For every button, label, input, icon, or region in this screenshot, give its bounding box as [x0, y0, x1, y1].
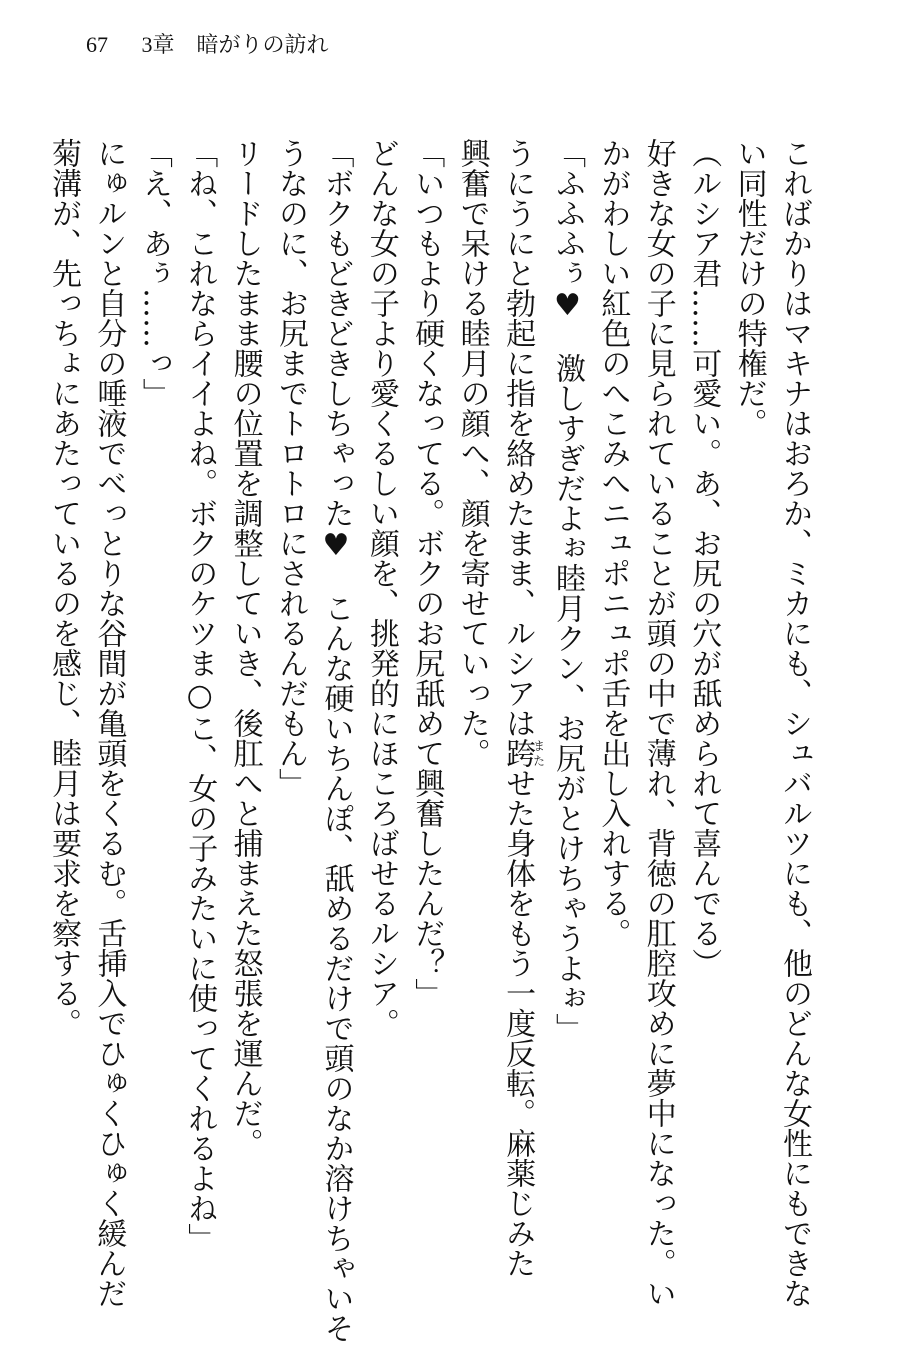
text-line: 菊溝が、先っちょにあたっているのを感じ、睦月は要求を察する。: [46, 138, 81, 1038]
vertical-text-body: [41, 138, 817, 1343]
ruby-base: 跨: [500, 738, 536, 768]
ruby-annotation: [500, 738, 546, 768]
text-segment: うにうにと勃起に指を絡めたまま、ルシアは: [500, 138, 536, 738]
text-line: かがわしい紅色のへこみへニュポニュポ舌を出し入れする。: [595, 138, 631, 948]
text-line: （ルシア君……可愛い。あ、お尻の穴が舐められて喜んでる）: [686, 138, 722, 978]
text-line: 「え、あぅ……っ」: [136, 138, 172, 408]
text-line: こればかりはマキナはおろか、ミカにも、シュバルツにも、他のどんな女性にもできな: [777, 138, 812, 1308]
chapter-title: 3章 暗がりの訪れ: [141, 32, 329, 57]
text-line: 興奮で呆ける睦月の顔へ、顔を寄せていった。: [454, 138, 490, 768]
text-line: い同性だけの特権だ。: [731, 138, 767, 438]
text-segment: せた身体をもう一度反転。麻薬じみた: [500, 768, 536, 1278]
text-line-with-ruby: [495, 138, 545, 1278]
text-line: 好きな女の子に見られていることが頭の中で薄れ、背徳の肛腔攻めに夢中になった。い: [640, 138, 676, 1308]
text-line: 「ボクもどきどきしちゃった♥ こんな硬いちんぽ、舐めるだけで頭のなか溶けちゃいそ: [318, 138, 354, 1343]
text-line: 「ね、これならイイよね。ボクのケツま○こ、女の子みたいに使ってくれるよね」: [182, 138, 218, 1253]
page-number: 67: [86, 32, 108, 57]
page-header: [86, 28, 329, 59]
text-line: どんな女の子より愛くるしい顔を、挑発的にほころばせるルシア。: [363, 138, 399, 1038]
text-line: にゅルンと自分の唾液でべっとりな谷間が亀頭をくるむ。舌挿入でひゅくひゅく緩んだ: [91, 138, 127, 1308]
text-line: リードしたまま腰の位置を調整していき、後肛へと捕まえた怒張を運んだ。: [227, 138, 263, 1158]
text-line: 「ふふふぅ♥ 激しすぎだよぉ睦月クン、お尻がとけちゃうよぉ」: [549, 138, 585, 1043]
text-line: 「いつもより硬くなってる。ボクのお尻舐めて興奮したんだ？」: [409, 138, 445, 1008]
ruby-reading: また: [531, 738, 546, 768]
text-line: うなのに、お尻までトロトロにされるんだもん」: [273, 138, 309, 798]
